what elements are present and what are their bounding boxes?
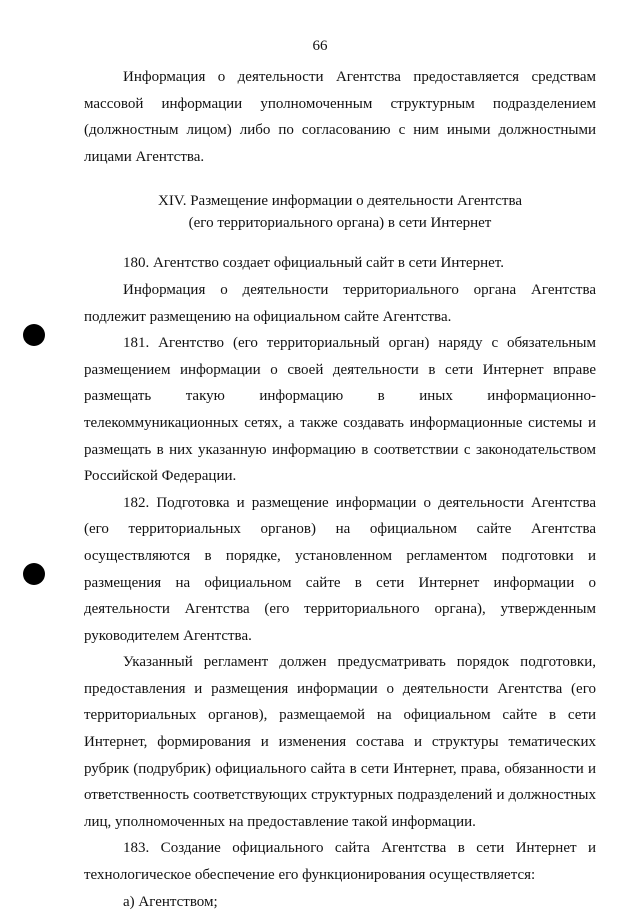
section-spacer [84, 234, 596, 250]
intro-paragraph: Информация о деятельности Агентства предоставляется средствам массовой информации уполномоченным структурным подразделением (должностным лицом) либо по согласованию с ним иными должностными лицами Агентства. [84, 69, 596, 165]
page-number: 66 [312, 38, 328, 54]
section-heading-line-2: (его территориального органа) в сети Интернет [188, 215, 492, 232]
paragraph-182-continuation: Указанный регламент должен предусматривать порядок подготовки, предоставления и размещения информации о деятельности Агентства (его территориальных органов), размещаемой на официальном сайте в сети Интернет, формирования и изменения состава и структуры тематических рубрик (подрубрик) официального сайта в сети Интернет, права, обязанности и ответственность соответствующих структурных подразделений и должностных лиц, уполномоченных на предоставление такой информации. [84, 654, 596, 830]
list-item-a: а) Агентством; [123, 893, 218, 910]
paragraph-182: 182. Подготовка и размещение информации о деятельности Агентства (его территориальных органов) на официальном сайте Агентства осуществляются в порядке, установленном регламентом подготовки и размещения на официальном сайте в сети Интернет информации о деятельности Агентства (его территориального органа), утвержденным руководителем Агентства. [84, 494, 596, 644]
punch-hole-mark [23, 324, 45, 346]
punch-hole-mark [23, 563, 45, 585]
section-heading-line-1: XIV. Размещение информации о деятельности Агентства [157, 193, 523, 210]
document-body [84, 64, 596, 915]
paragraph-181: 181. Агентство (его территориальный орган) наряду с обязательным размещением информации о своей деятельности в сети Интернет вправе размещать такую информацию в иных информационно-телекоммуникационных сетях, а также создавать информационные системы и размещать в них указанную информацию в соответствии с законодательством Российской Федерации. [84, 335, 596, 485]
paragraph-180: 180. Агентство создает официальный сайт в сети Интернет. [123, 255, 504, 272]
section-spacer [84, 170, 596, 190]
paragraph-180-continuation: Информация о деятельности территориального органа Агентства подлежит размещению на официальном сайте Агентства. [84, 281, 596, 325]
paragraph-183: 183. Создание официального сайта Агентства в сети Интернет и технологическое обеспечение его функционирования осуществляется: [84, 840, 596, 884]
